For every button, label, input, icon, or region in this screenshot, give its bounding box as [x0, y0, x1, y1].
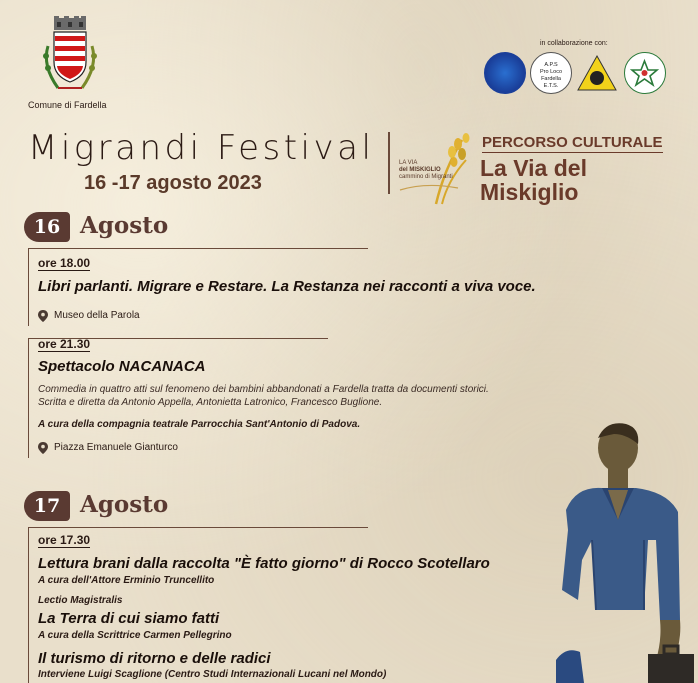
- event-3-bar: [28, 527, 29, 683]
- event-2-bar: [28, 338, 29, 458]
- collaboration-label: in collaborazione con:: [540, 40, 608, 47]
- event-4-sub: A cura della Scrittrice Carmen Pellegrino: [38, 630, 232, 641]
- event-5-sub: Interviene Luigi Scaglione (Centro Studi Internazionali Lucani nel Mondo): [38, 669, 387, 680]
- event-2-place: Piazza Emanuele Gianturco: [54, 442, 178, 453]
- percorso-culturale-label: PERCORSO CULTURALE: [482, 134, 663, 151]
- comune-label: Comune di Fardella: [28, 100, 107, 110]
- via-logo-line-2: del MISKIGLIO: [399, 167, 441, 173]
- via-title-line-1: La Via del: [480, 155, 587, 181]
- via-del-miskiglio-title: [480, 156, 587, 204]
- partner-logo-servizio-civile: [624, 52, 666, 94]
- event-2-time: ore 21.30: [38, 337, 91, 351]
- festival-title: Migrandi Festival: [28, 128, 375, 168]
- bronze-statue-image: [556, 420, 698, 683]
- partner-logo-3: [576, 52, 618, 94]
- day-16-rule: [28, 248, 368, 249]
- lectio-label: Lectio Magistralis: [38, 595, 123, 606]
- day-16-badge: 16: [24, 212, 70, 242]
- event-2-curated: A cura della compagnia teatrale Parrocchia Sant'Antonio di Padova.: [38, 419, 361, 430]
- event-3-title: Lettura brani dalla raccolta "È fatto giorno" di Rocco Scotellaro: [38, 555, 490, 572]
- event-3-sub: A cura dell'Attore Erminio Truncellito: [38, 575, 215, 586]
- festival-dates: 16 -17 agosto 2023: [84, 172, 262, 194]
- day-17-badge: 17: [24, 491, 70, 521]
- header-divider: [388, 132, 390, 194]
- via-logo-text: [399, 160, 453, 181]
- event-4-title: La Terra di cui siamo fatti: [38, 610, 220, 627]
- event-1-time: ore 18.00: [38, 256, 91, 270]
- event-5-title: Il turismo di ritorno e delle radici: [38, 650, 271, 667]
- coat-of-arms-icon: [38, 16, 102, 98]
- event-1-title: Libri parlanti. Migrare e Restare. La Restanza nei racconti a viva voce.: [38, 278, 536, 295]
- via-logo-line-3: cammino di Migranti: [399, 174, 453, 180]
- event-2-desc-1: Commedia in quattro atti sul fenomeno dei bambini abbandonati a Fardella tratta da documenti storici.: [38, 384, 489, 395]
- event-1-bar: [28, 248, 29, 326]
- location-pin-icon: [38, 441, 48, 453]
- event-3-time: ore 17.30: [38, 533, 91, 547]
- partner-logo-1: [484, 52, 526, 94]
- event-2-desc-2: Scritta e diretta da Antonio Appella, Antonietta Latronico, Francesco Buglione.: [38, 397, 383, 408]
- event-2-title: Spettacolo NACANACA: [38, 358, 206, 375]
- day-16-month: Agosto: [80, 212, 169, 239]
- via-title-line-2: Miskiglio: [480, 179, 579, 205]
- day-17-rule: [28, 527, 368, 528]
- pro-loco-text: A.P.S Pro Loco Fardella E.T.S.: [539, 62, 562, 89]
- location-pin-icon: [38, 309, 48, 321]
- via-logo-line-1: LA VIA: [399, 160, 418, 166]
- day-17-month: Agosto: [80, 491, 169, 518]
- event-1-place: Museo della Parola: [54, 310, 140, 321]
